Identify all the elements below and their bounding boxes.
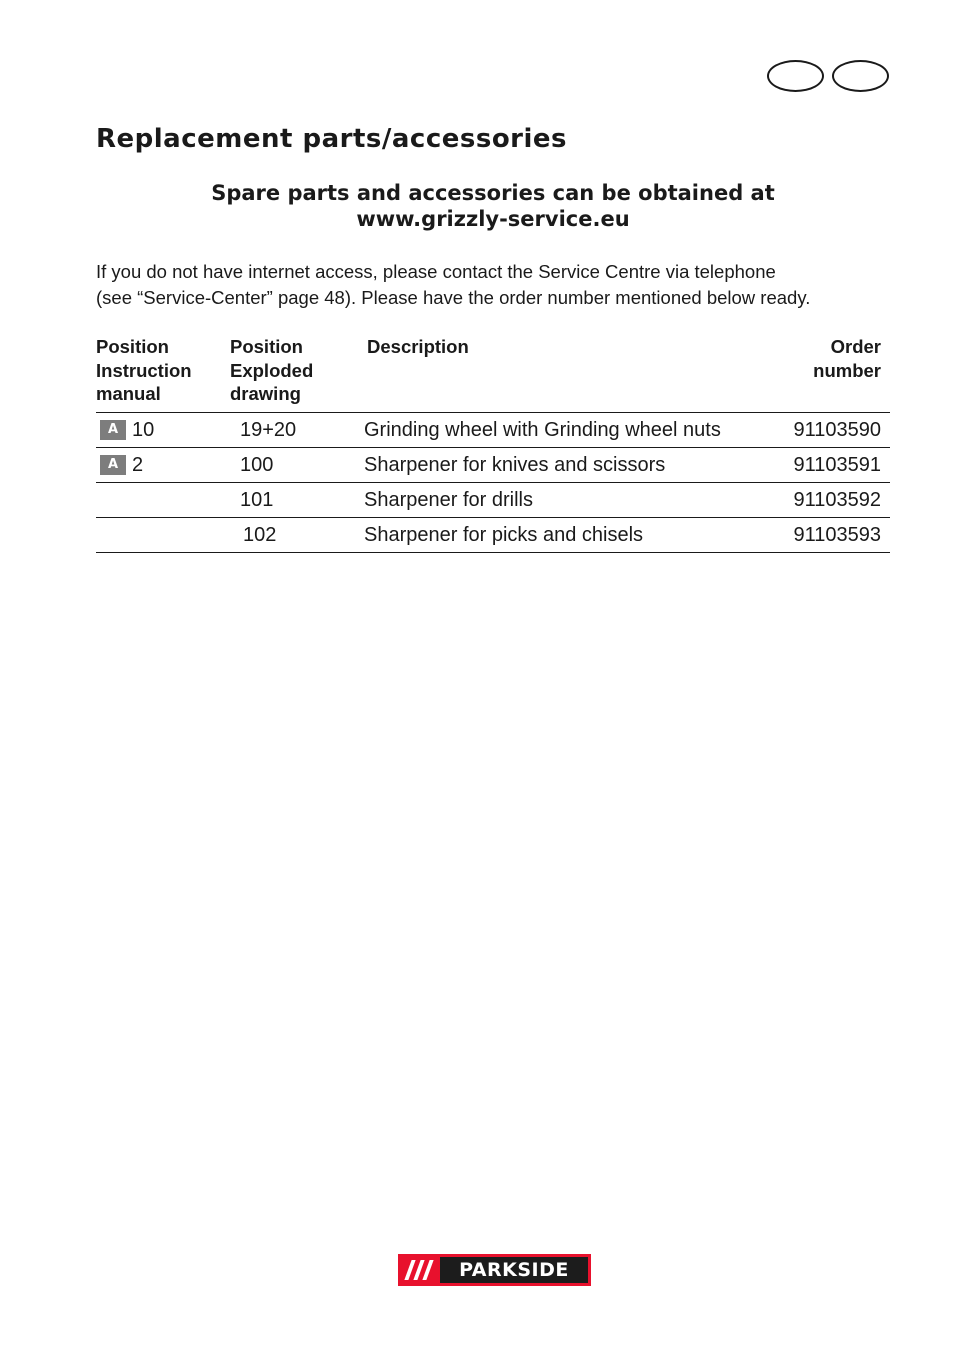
cell-position-manual: A 2 <box>100 448 143 482</box>
cell-description: Sharpener for drills <box>364 489 533 511</box>
table-row <box>96 482 890 517</box>
logo-wordmark: PARKSIDE <box>440 1257 588 1283</box>
cell-order-number: 91103593 <box>793 524 881 546</box>
figure-badge: A <box>100 420 126 440</box>
cell-order-number: 91103591 <box>793 454 881 476</box>
table-row <box>96 517 890 553</box>
cell-description: Sharpener for picks and chisels <box>364 524 644 546</box>
parkside-logo <box>398 1254 591 1286</box>
cell-position-manual: A 10 <box>100 413 154 447</box>
header-position-drawing: Position Exploded drawing <box>230 336 314 404</box>
language-indicator <box>767 60 891 94</box>
table-header <box>96 335 890 412</box>
header-description: Description <box>367 336 469 357</box>
table-row <box>96 412 890 447</box>
logo-stripes-icon <box>398 1254 440 1286</box>
cell-position-drawing: 100 <box>240 454 274 476</box>
table-row <box>96 447 890 482</box>
cell-description: Grinding wheel with Grinding wheel nuts <box>364 419 721 441</box>
cell-position-drawing: 102 <box>243 524 277 546</box>
cell-order-number: 91103590 <box>793 419 881 441</box>
figure-badge: A <box>100 455 126 475</box>
cell-position-drawing: 101 <box>240 489 274 511</box>
subheading-line-1: Spare parts and accessories can be obtained at <box>211 181 775 205</box>
cell-description: Sharpener for knives and scissors <box>364 454 666 476</box>
cell-position-drawing: 19+20 <box>240 419 297 441</box>
intro-paragraph <box>96 259 896 311</box>
parts-table <box>96 335 890 553</box>
subheading <box>96 180 890 232</box>
language-oval-left <box>767 60 824 92</box>
intro-line-2: (see “Service-Center” page 48). Please have the order number mentioned below ready. <box>96 287 811 308</box>
intro-line-1: If you do not have internet access, please contact the Service Centre via telephone <box>96 261 776 282</box>
header-position-manual: Position Instruction manual <box>96 336 192 404</box>
page-title: Replacement parts/accessories <box>96 124 568 154</box>
cell-order-number: 91103592 <box>793 489 881 511</box>
service-url-link[interactable]: www.grizzly-service.eu <box>356 207 630 231</box>
header-order-number: Order number <box>813 336 881 381</box>
language-oval-right <box>832 60 889 92</box>
